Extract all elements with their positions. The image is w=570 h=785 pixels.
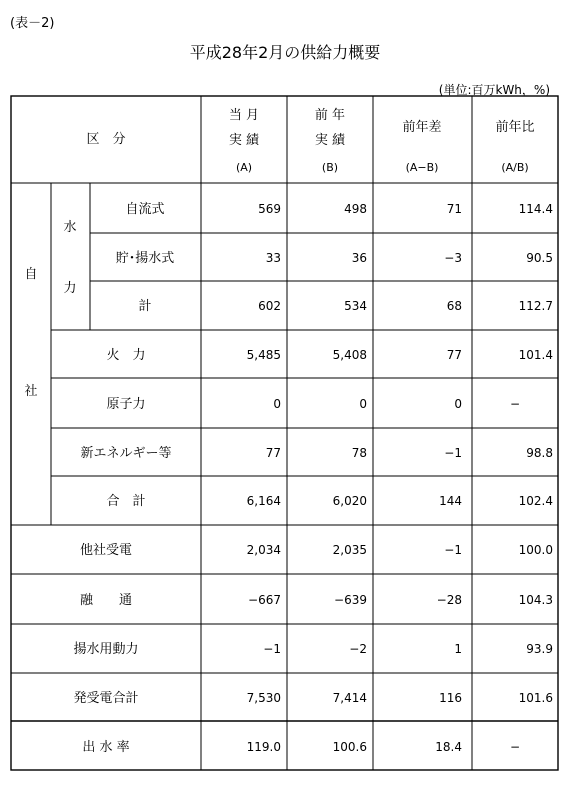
cell-b: 5,408 [332, 348, 367, 362]
cell-a: 77 [265, 446, 281, 460]
cell-a: 5,485 [246, 348, 281, 362]
cell-diff: 77 [446, 348, 462, 362]
cell-diff: 18.4 [435, 740, 462, 754]
header-previous-code: (B) [321, 161, 339, 174]
cell-diff: −28 [436, 593, 462, 607]
cell-a: −1 [263, 642, 281, 656]
cell-ratio: − [509, 740, 520, 754]
cell-b: 7,414 [332, 691, 367, 705]
cell-a: 6,164 [246, 494, 281, 508]
cell-ratio: 102.4 [518, 494, 553, 508]
group-suiryoku-2: 力 [63, 281, 77, 296]
cell-ratio: 114.4 [518, 202, 553, 216]
cell-diff: −3 [444, 251, 462, 265]
group-jisha-1: 自 [24, 267, 38, 282]
cell-a: 2,034 [246, 543, 281, 557]
group-suiryoku-1: 水 [63, 220, 77, 235]
header-category: 区 分 [86, 132, 126, 147]
header-current-line1: 当 月 [228, 108, 260, 123]
header-ratio: 前年比 [495, 120, 535, 135]
cell-b: 534 [344, 299, 367, 313]
cell-ratio: 90.5 [526, 251, 553, 265]
cell-a: −667 [248, 593, 281, 607]
cell-diff: 1 [454, 642, 462, 656]
row-label: 出 水 率 [82, 740, 130, 755]
row-label: 計 [138, 299, 152, 314]
row-label: 貯･揚水式 [115, 251, 175, 266]
cell-b: 36 [351, 251, 367, 265]
cell-ratio: − [509, 397, 520, 411]
table-label: (表－2) [10, 16, 55, 31]
cell-b: −639 [334, 593, 367, 607]
header-current-code: (A) [235, 161, 253, 174]
page-title: 平成28年2月の供給力概要 [189, 43, 381, 62]
group-jisha-2: 社 [24, 384, 38, 399]
header-previous-line1: 前 年 [314, 108, 346, 123]
cell-diff: 144 [439, 494, 462, 508]
table-grid [11, 96, 558, 770]
row-label: 発受電合計 [73, 691, 139, 706]
cell-b: 6,020 [332, 494, 367, 508]
cell-a: 602 [258, 299, 281, 313]
cell-ratio: 98.8 [526, 446, 553, 460]
row-label: 自流式 [125, 202, 165, 217]
row-label: 原子力 [106, 397, 146, 412]
cell-b: −2 [349, 642, 367, 656]
cell-ratio: 93.9 [526, 642, 553, 656]
row-label: 他社受電 [79, 543, 133, 558]
row-label: 火 力 [106, 348, 146, 363]
cell-a: 569 [258, 202, 281, 216]
unit-label: (単位:百万kWh，%) [438, 83, 550, 97]
cell-diff: 71 [446, 202, 462, 216]
cell-b: 2,035 [332, 543, 367, 557]
cell-b: 498 [344, 202, 367, 216]
cell-ratio: 101.6 [518, 691, 553, 705]
row-label: 融 通 [79, 593, 133, 608]
header-previous-line2: 実 績 [314, 133, 346, 148]
cell-b: 0 [359, 397, 367, 411]
cell-a: 33 [265, 251, 281, 265]
header-current-line2: 実 績 [228, 133, 260, 148]
cell-diff: 68 [446, 299, 462, 313]
cell-b: 100.6 [332, 740, 367, 754]
cell-a: 0 [273, 397, 281, 411]
header-ratio-code: (A/B) [501, 161, 529, 174]
cell-ratio: 104.3 [518, 593, 553, 607]
cell-diff: −1 [444, 543, 462, 557]
row-label: 新エネルギー等 [80, 446, 172, 461]
cell-diff: 116 [439, 691, 462, 705]
cell-a: 119.0 [246, 740, 281, 754]
cell-b: 78 [351, 446, 367, 460]
cell-ratio: 112.7 [518, 299, 553, 313]
row-label: 揚水用動力 [73, 642, 139, 657]
cell-diff: −1 [444, 446, 462, 460]
cell-ratio: 101.4 [518, 348, 553, 362]
row-label: 合 計 [106, 494, 146, 509]
cell-a: 7,530 [246, 691, 281, 705]
header-difference: 前年差 [402, 120, 442, 135]
header-difference-code: (A−B) [405, 161, 439, 174]
cell-ratio: 100.0 [518, 543, 553, 557]
cell-diff: 0 [454, 397, 462, 411]
